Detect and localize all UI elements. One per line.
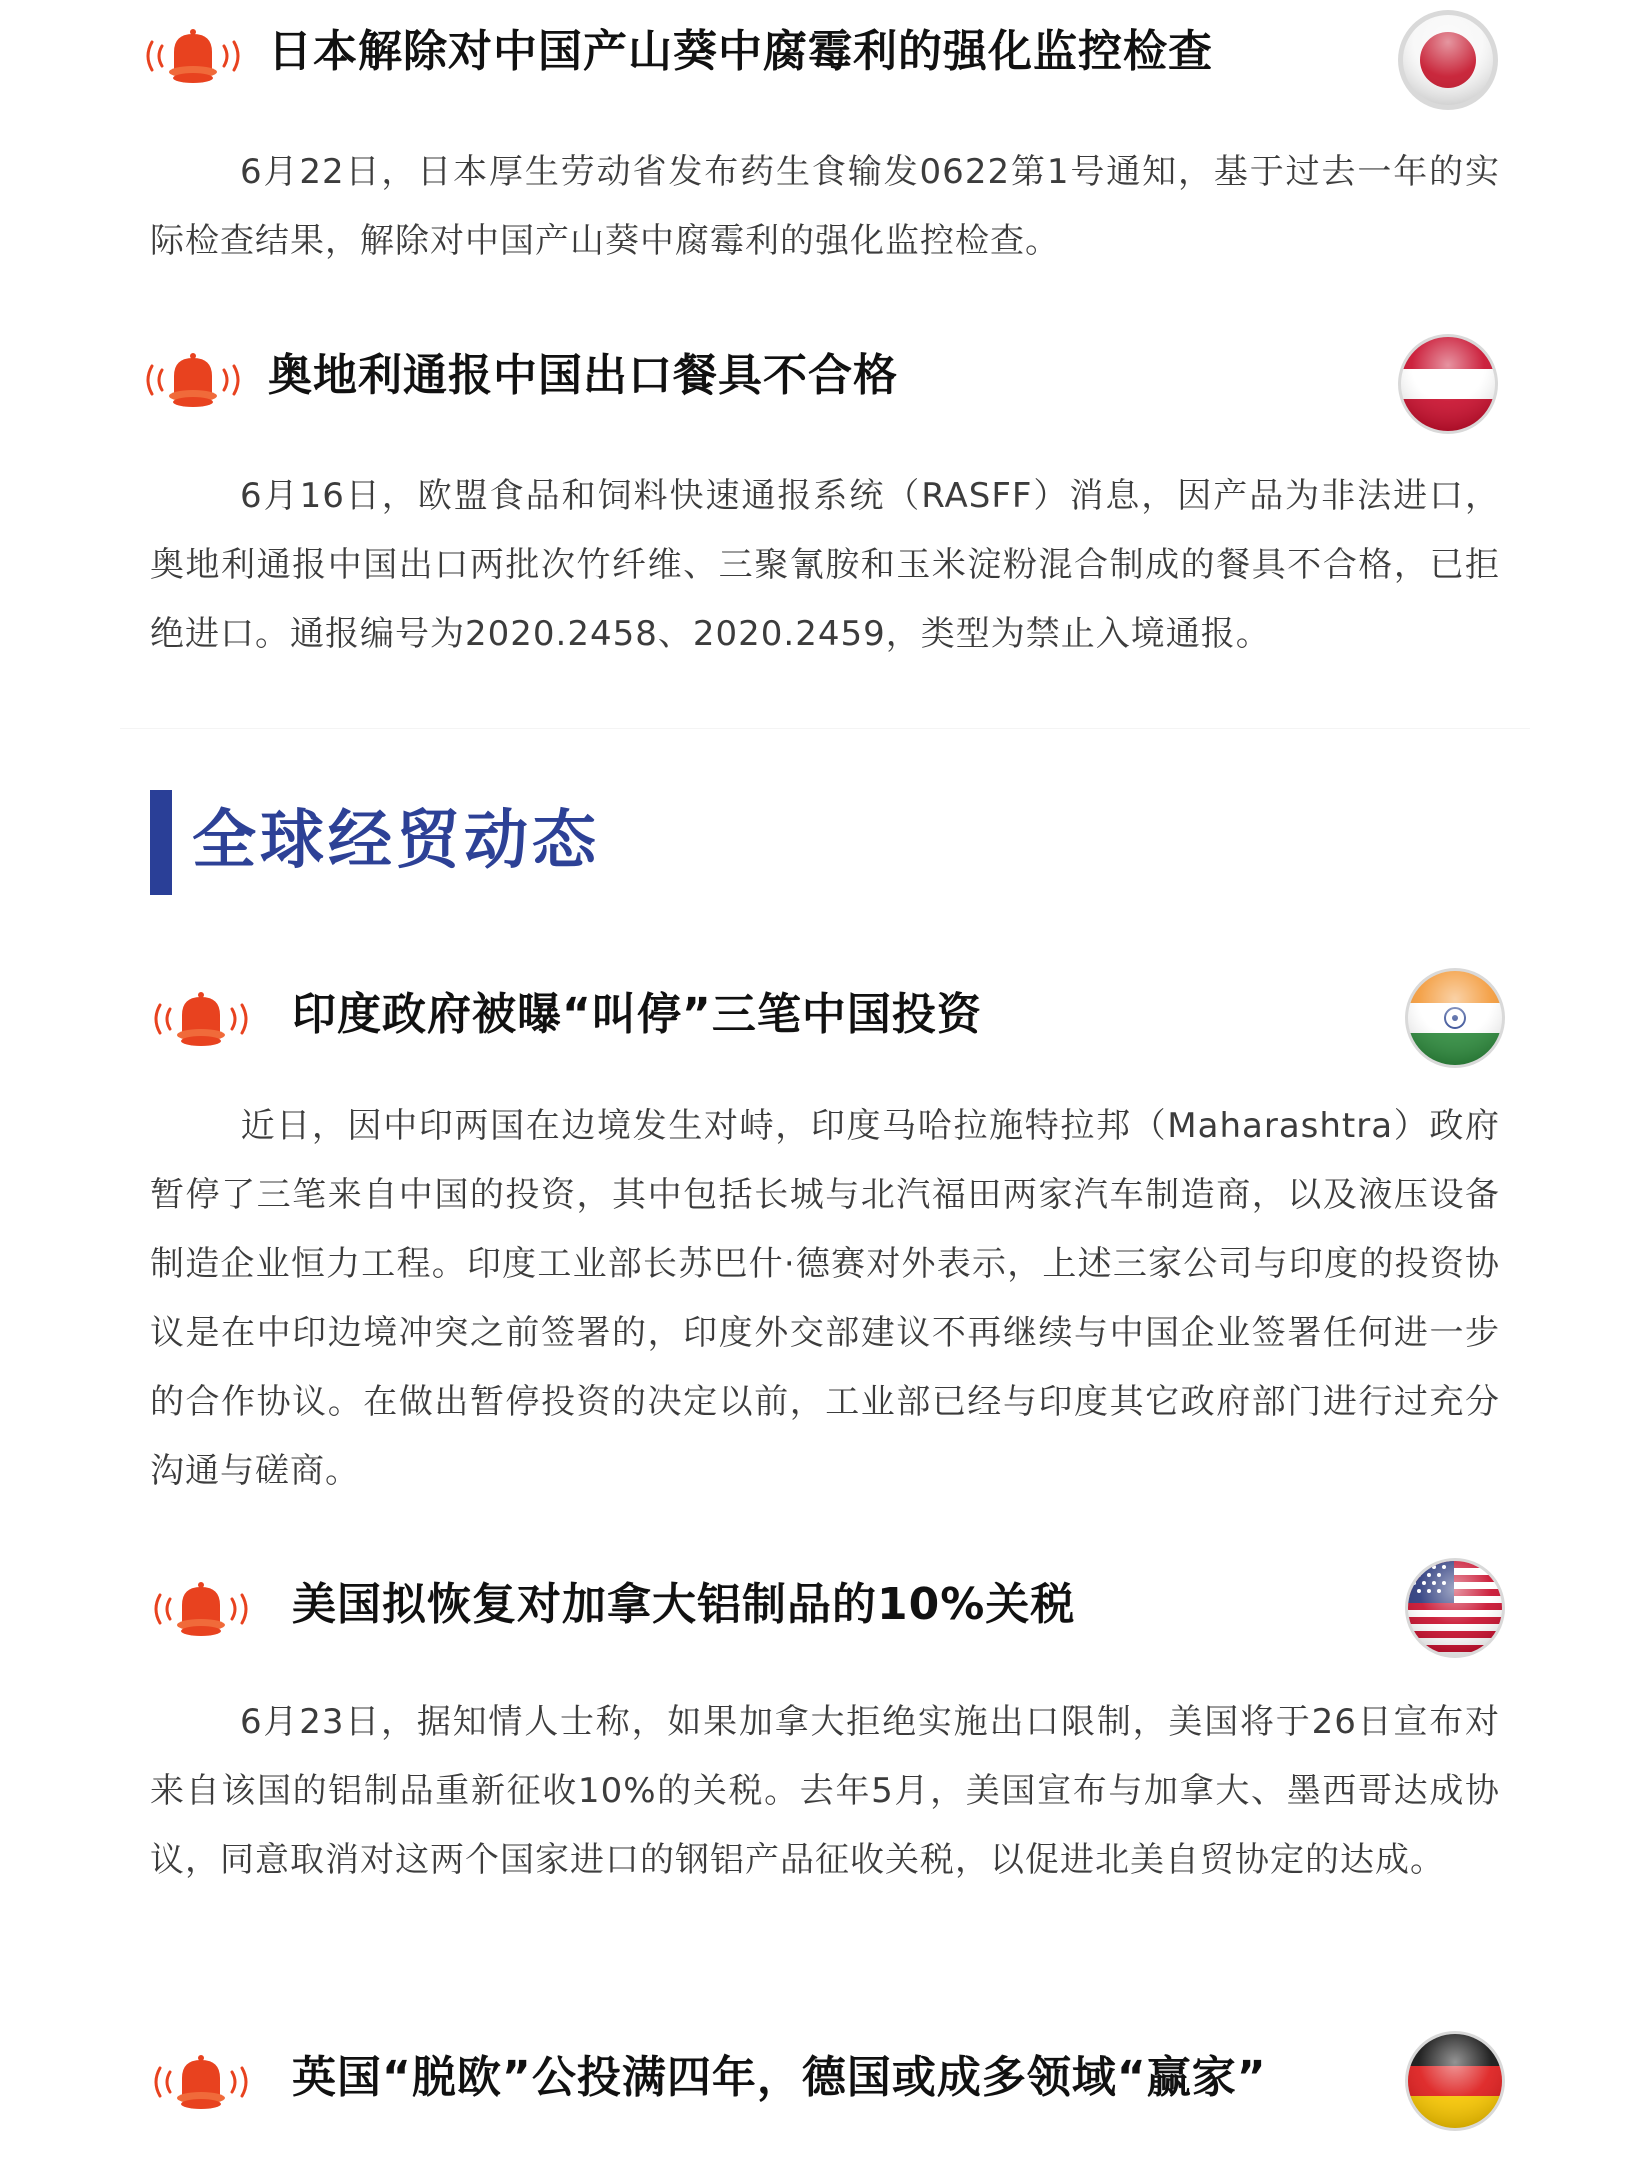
news-header: [0, 326, 1649, 436]
news-header: [0, 965, 1649, 1075]
news-title: 美国拟恢复对加拿大铝制品的10%关税: [292, 1579, 1076, 1630]
alarm-bell-icon: [146, 1577, 256, 1641]
alarm-bell-icon: [146, 987, 256, 1051]
news-title: 奥地利通报中国出口餐具不合格: [268, 350, 898, 401]
news-header: [0, 2028, 1649, 2138]
news-body: 6月23日，据知情人士称，如果加拿大拒绝实施出口限制，美国将于26日宣布对来自该国的铝制品重新征收10%的关税。去年5月，美国宣布与加拿大、墨西哥达成协议，同意取消对这两个国家进口的钢铝产品征收关税，以促进北美自贸协定的达成。: [150, 1702, 1500, 1880]
alarm-bell-icon: [138, 348, 248, 412]
austria-flag-icon: [1395, 331, 1501, 437]
news-header: [0, 2, 1649, 112]
usa-flag-icon: [1402, 1555, 1508, 1661]
news-body: 近日，因中印两国在边境发生对峙，印度马哈拉施特拉邦（Maharashtra）政府暂停了三笔来自中国的投资，其中包括长城与北汽福田两家汽车制造商，以及液压设备制造企业恒力工程。印度工业部长苏巴什·德赛对外表示，上述三家公司与印度的投资协议是在中印边境冲突之前签署的，印度外交部建议不再继续与中国企业签署任何进一步的合作协议。在做出暂停投资的决定以前，工业部已经与印度其它政府部门进行过充分沟通与磋商。: [150, 1106, 1500, 1491]
news-body: 6月22日，日本厚生劳动省发布药生食输发0622第1号通知，基于过去一年的实际检查结果，解除对中国产山葵中腐霉利的强化监控检查。: [150, 152, 1500, 261]
alarm-bell-icon: [138, 24, 248, 88]
news-body: 6月16日，欧盟食品和饲料快速通报系统（RASFF）消息，因产品为非法进口，奥地利通报中国出口两批次竹纤维、三聚氰胺和玉米淀粉混合制成的餐具不合格，已拒绝进口。通报编号为2020.2458、2020.2459，类型为禁止入境通报。: [150, 476, 1500, 654]
section-title: 全球经贸动态: [192, 804, 600, 878]
news-header: [0, 1555, 1649, 1665]
news-title: 日本解除对中国产山葵中腐霉利的强化监控检查: [268, 26, 1213, 77]
news-title: 英国“脱欧”公投满四年，德国或成多领域“赢家”: [292, 2052, 1267, 2103]
japan-flag-icon: [1395, 7, 1501, 113]
section-header: [150, 790, 850, 895]
india-flag-icon: [1402, 965, 1508, 1071]
news-title: 印度政府被曝“叫停”三笔中国投资: [292, 989, 982, 1040]
alarm-bell-icon: [146, 2050, 256, 2114]
divider: [120, 728, 1530, 729]
germany-flag-icon: [1402, 2028, 1508, 2134]
section-accent-bar: [150, 790, 172, 895]
